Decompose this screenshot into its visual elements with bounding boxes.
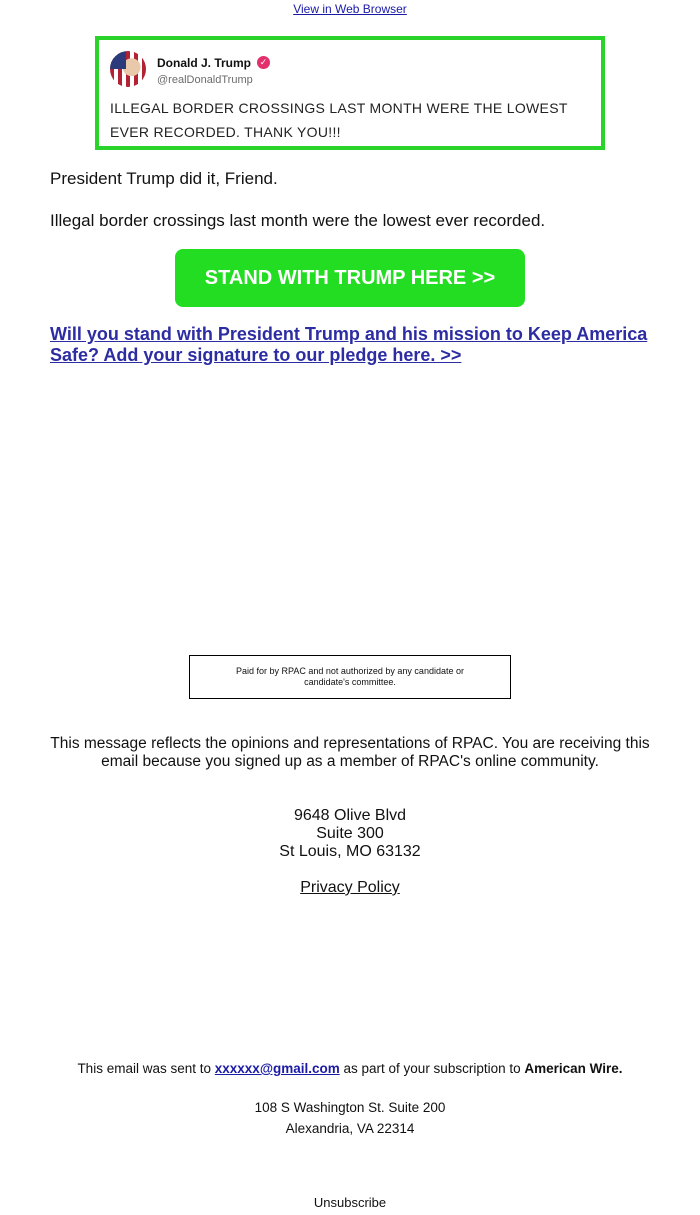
avatar <box>110 51 146 87</box>
sender-address-line: 108 S Washington St. Suite 200 <box>254 1100 446 1115</box>
address-line: Suite 300 <box>316 825 384 842</box>
verified-badge-icon: ✓ <box>257 56 270 69</box>
sender-address-line: Alexandria, VA 22314 <box>285 1121 415 1136</box>
recipient-email-link[interactable]: xxxxxx@gmail.com <box>214 1061 340 1076</box>
paid-for-disclaimer: Paid for by RPAC and not authorized by any candidate or candidate's committee. <box>189 655 511 699</box>
rpac-disclaimer: This message reflects the opinions and representations of RPAC. You are receiving this email because you signed up as a member of RPAC's online community. <box>50 735 650 770</box>
address-line: 9648 Olive Blvd <box>293 807 407 824</box>
tweet-author-handle: @realDonaldTrump <box>157 74 253 86</box>
tweet-card <box>95 36 605 150</box>
tweet-author-name: Donald J. Trump <box>157 56 252 70</box>
privacy-policy-link[interactable]: Privacy Policy <box>300 879 400 896</box>
stand-with-trump-button[interactable]: STAND WITH TRUMP HERE >> <box>175 249 525 307</box>
sent-to-notice <box>0 1061 700 1076</box>
sent-middle: as part of your subscription to <box>343 1061 521 1076</box>
unsubscribe-link[interactable]: Unsubscribe <box>313 1195 387 1210</box>
view-in-browser-link[interactable]: View in Web Browser <box>293 2 407 16</box>
tweet-text: ILLEGAL BORDER CROSSINGS LAST MONTH WERE THE LOWEST EVER RECORDED. THANK YOU!!! <box>110 100 568 140</box>
body-line-2: Illegal border crossings last month were the lowest ever recorded. <box>50 211 546 230</box>
pledge-link[interactable]: Will you stand with President Trump and his mission to Keep America Safe? Add your signature to our pledge here. >> <box>50 324 648 365</box>
body-line-1: President Trump did it, Friend. <box>50 169 278 188</box>
address-line: St Louis, MO 63132 <box>279 843 421 860</box>
sent-prefix: This email was sent to <box>77 1061 211 1076</box>
sender-brand: American Wire. <box>524 1061 623 1076</box>
